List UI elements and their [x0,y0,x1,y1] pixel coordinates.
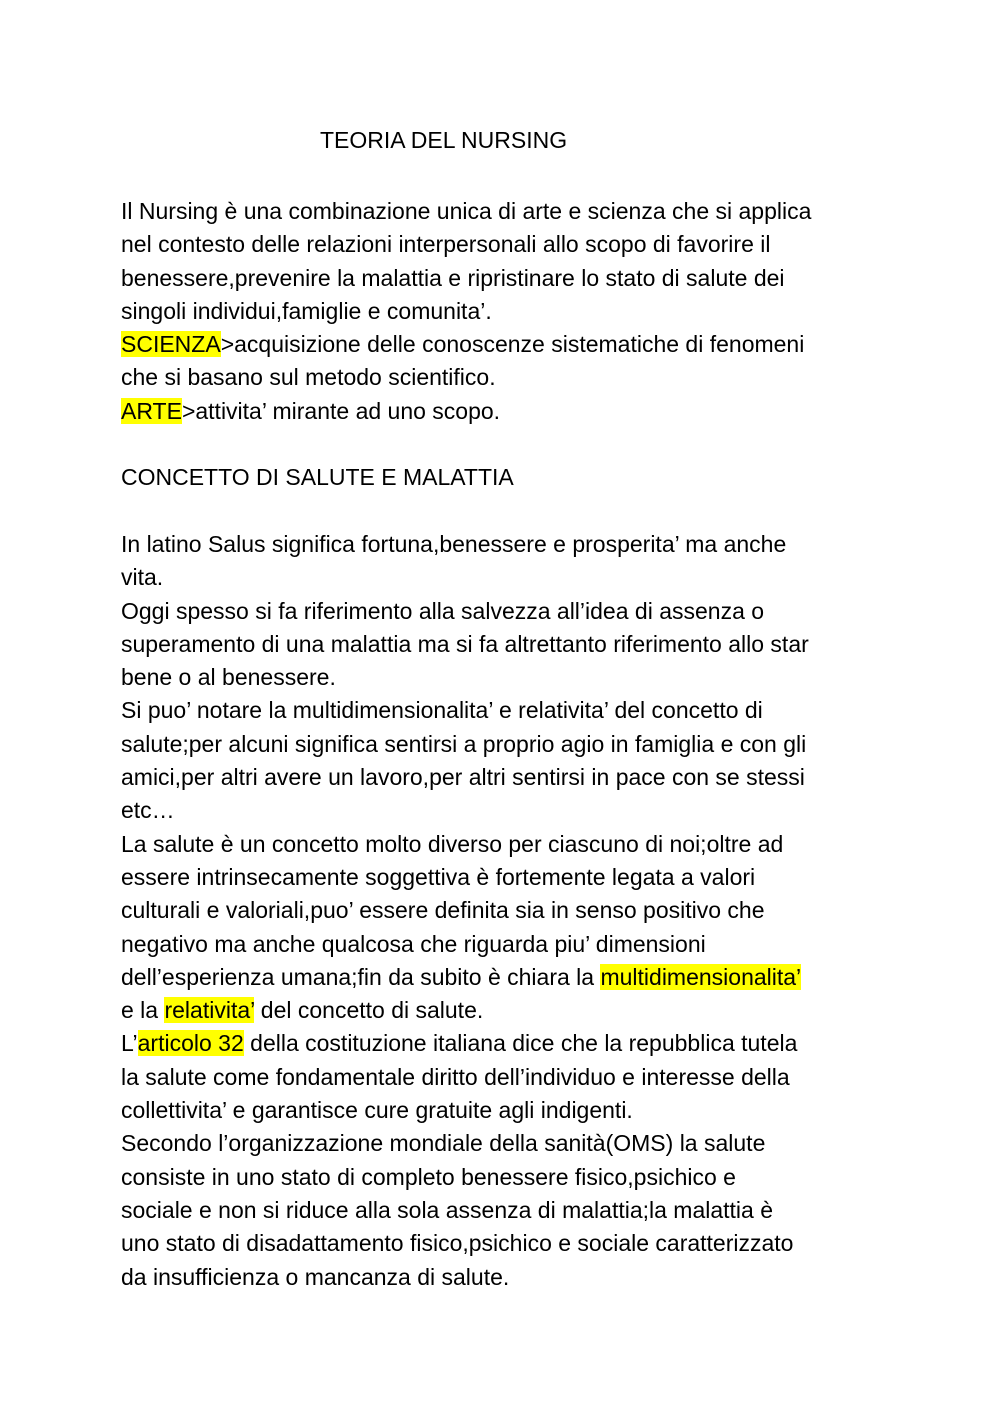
highlight-arte: ARTE [121,397,182,424]
article-suffix: della costituzione italiana dice che la repubblica tutela [243,1030,798,1057]
health-paragraph [121,528,901,1294]
text-line: salute;per alcuni significa sentirsi a proprio agio in famiglia e con gli [121,730,807,757]
text-line: sociale e non si riduce alla sola assenza di malattia;la malattia è [121,1196,774,1223]
text-line: da insufficienza o mancanza di salute. [121,1263,510,1290]
text-line: vita. [121,564,164,591]
text-line: Il Nursing è una combinazione unica di arte e scienza che si applica [121,198,812,224]
text-line: In latino Salus significa fortuna,benessere e prosperita’ ma anche [121,531,787,557]
arte-definition-line [121,395,901,428]
arte-definition-text: >attivita’ mirante ad uno scopo. [181,397,501,424]
text-line: culturali e valoriali,puo’ essere definita sia in senso positivo che [121,897,765,924]
highlight-scienza: SCIENZA [121,331,221,358]
text-line: che si basano sul metodo scientifico. [121,364,496,391]
multidimensionality-line [121,961,901,994]
scienza-definition-line [121,328,901,361]
relativity-suffix: del concetto di salute. [254,997,484,1024]
relativity-prefix: e la [121,997,165,1024]
text-line: consiste in uno stato di completo benessere fisico,psichico e [121,1163,736,1190]
text-line: singoli individui,famiglie e comunita’. [121,297,492,324]
scienza-definition-text: >acquisizione delle conoscenze sistematiche di fenomeni [220,331,805,358]
document-title: TEORIA DEL NURSING [320,127,568,153]
text-line: uno stato di disadattamento fisico,psichico e sociale caratterizzato [121,1230,794,1257]
article-32-line [121,1027,901,1060]
text-line: benessere,prevenire la malattia e ripristinare lo stato di salute dei [121,264,785,291]
highlight-articolo-32: articolo 32 [137,1030,244,1057]
text-line: nel contesto delle relazioni interpersonali allo scopo di favorire il [121,231,771,258]
section-heading-text: CONCETTO DI SALUTE E MALATTIA [121,464,514,490]
section-heading [121,461,901,494]
highlight-multidimensionalita: multidimensionalita’ [600,963,802,990]
text-line: Oggi spesso si fa riferimento alla salvezza all’idea di assenza o [121,597,765,624]
text-line: etc… [121,797,175,824]
highlight-relativita: relativita’ [164,997,255,1024]
text-line: collettivita’ e garantisce cure gratuite agli indigenti. [121,1097,633,1124]
text-line: essere intrinsecamente soggettiva è fortemente legata a valori [121,863,756,890]
text-line: La salute è un concetto molto diverso per ciascuno di noi;oltre ad [121,830,784,857]
text-line: negativo ma anche qualcosa che riguarda piu’ dimensioni [121,930,706,957]
text-line: superamento di una malattia ma si fa altrettanto riferimento allo star [121,630,809,657]
text-line: Si puo’ notare la multidimensionalita’ e relativita’ del concetto di [121,697,763,724]
article-prefix: L’ [121,1030,138,1057]
text-line: la salute come fondamentale diritto dell’individuo e interesse della [121,1063,790,1090]
multidimensionality-prefix: dell’esperienza umana;fin da subito è chiara la [121,963,601,990]
text-line: Secondo l’organizzazione mondiale della sanità(OMS) la salute [121,1130,766,1157]
text-line: amici,per altri avere un lavoro,per altri sentirsi in pace con se stessi [121,764,805,791]
relativity-line [121,994,901,1027]
intro-paragraph [121,195,901,428]
text-line: bene o al benessere. [121,664,336,691]
